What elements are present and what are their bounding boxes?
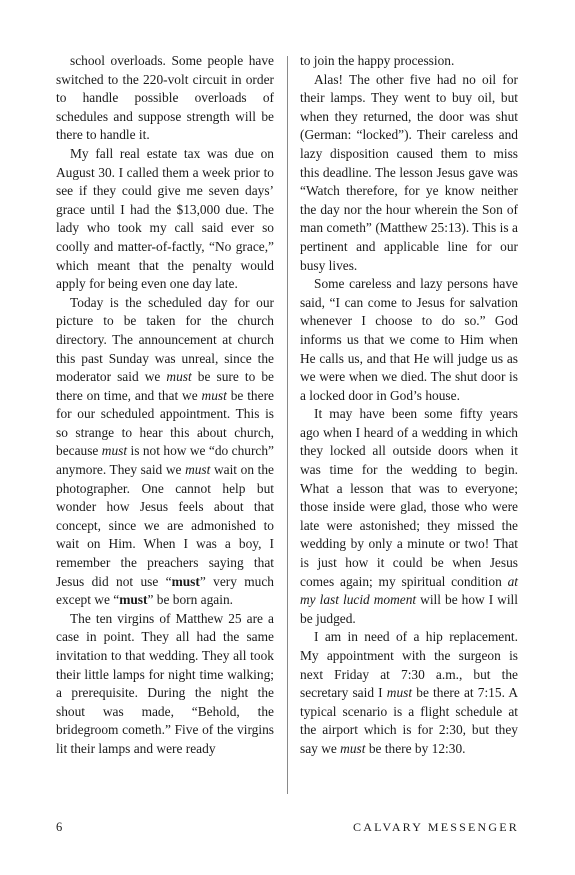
text-run: My fall real estate tax was due on August 30. I called them a week prior to see if they could give me seven days’ grace until I had the $13,000 due. The lady who took my call said ever so coolly and matter-of-factly, “No grace,” which meant that the penalty would apply for being even one day late. [56,145,274,292]
text-run: school overloads. Some people have switched to the 220-volt circuit in order to handle possible overloads of schedules and suppose strength will be there to handle it. [56,53,274,143]
page-number: 6 [56,820,63,834]
paragraph [300,52,518,71]
text-run: Alas! The other five had no oil for their lamps. They went to buy oil, but when they returned, the door was shut (German: “locked”). Their careless and lazy disposition caused them to miss this deadline. The lesson Jesus gave was “Watch therefore, for ye know neither the day nor the hour wherein the Son of man cometh” (Matthew 25:13). This is a pertinent and applicable line for our busy lives. [300,71,518,273]
text-run: will be how I will be judged. [300,592,518,626]
text-run: be there for our scheduled appointment. This is so strange to hear this about church, because [56,387,274,459]
text-run: Today is the scheduled day for our picture to be taken for the church directory. The announcement at church this past Sunday was unreal, since the moderator said we [56,294,274,385]
text-run: wait on the photographer. One cannot help but wonder how Jesus feels about that concept, since we are admonished to wait on Him. When I was a boy, I remember the preachers saying that Jesus did not use “ [56,462,274,589]
text-run: The ten virgins of Matthew 25 are a case in point. They all had the same invitation to that wedding. They all took their little lamps for night time walking; a prerequisite. During the night the shout was made, “Behold, the bridegroom cometh.” Five of the virgins lit their lamps and were ready [56,610,274,756]
emphasis-text: must [166,369,192,385]
left-text-column [56,52,274,759]
emphasis-text: must [340,740,366,756]
running-title: CALVARY MESSENGER [353,820,519,834]
bold-text: must [171,573,200,589]
bold-text: must [119,592,148,608]
text-run: is not how we “do church” anymore. They said we [56,443,274,478]
text-run: It may have been some fifty years ago when I heard of a wedding in which they locked all outside doors when it was time for the wedding to begin. What a lesson that was to everyone; those inside were glad, those who were late were astonished; they missed the wedding by only a minute or two! That is just how it could be when Jesus comes again; my spiritual condition [300,406,518,589]
paragraph [56,52,274,145]
text-run: ” very much except we “ [56,573,274,608]
emphasis-text: must [201,387,227,403]
text-run: to join the happy procession. [300,53,455,68]
paragraph [56,294,274,610]
column-divider [287,56,288,794]
emphasis-text: at my last lucid moment [300,573,518,608]
paragraph [300,275,518,405]
text-run: be there at 7:15. A typical scenario is a flight schedule at the airport which is for 2:30, but they say we [300,685,518,756]
emphasis-text: must [185,462,211,478]
paragraph [300,71,518,276]
emphasis-text: must [101,443,128,459]
text-run: ” be born again. [147,592,234,608]
paragraph [300,405,518,628]
right-text-column [300,52,518,759]
text-run: be sure to be there on time, and that we [56,369,274,403]
text-run: Some careless and lazy persons have said, “I can come to Jesus for salvation whenever I choose to do so.” God informs us that we come to Him when He calls us, and that He will judge us as we were when we died. The shut door is a locked door in God’s house. [300,276,518,403]
text-run: be there by 12:30. [365,740,466,756]
text-run: I am in need of a hip replacement. My appointment with the surgeon is next Friday at 7:30 a.m., but the secretary said I [300,629,518,701]
paragraph [56,145,274,294]
paragraph [56,610,274,759]
paragraph [300,628,518,758]
emphasis-text: must [386,685,413,701]
